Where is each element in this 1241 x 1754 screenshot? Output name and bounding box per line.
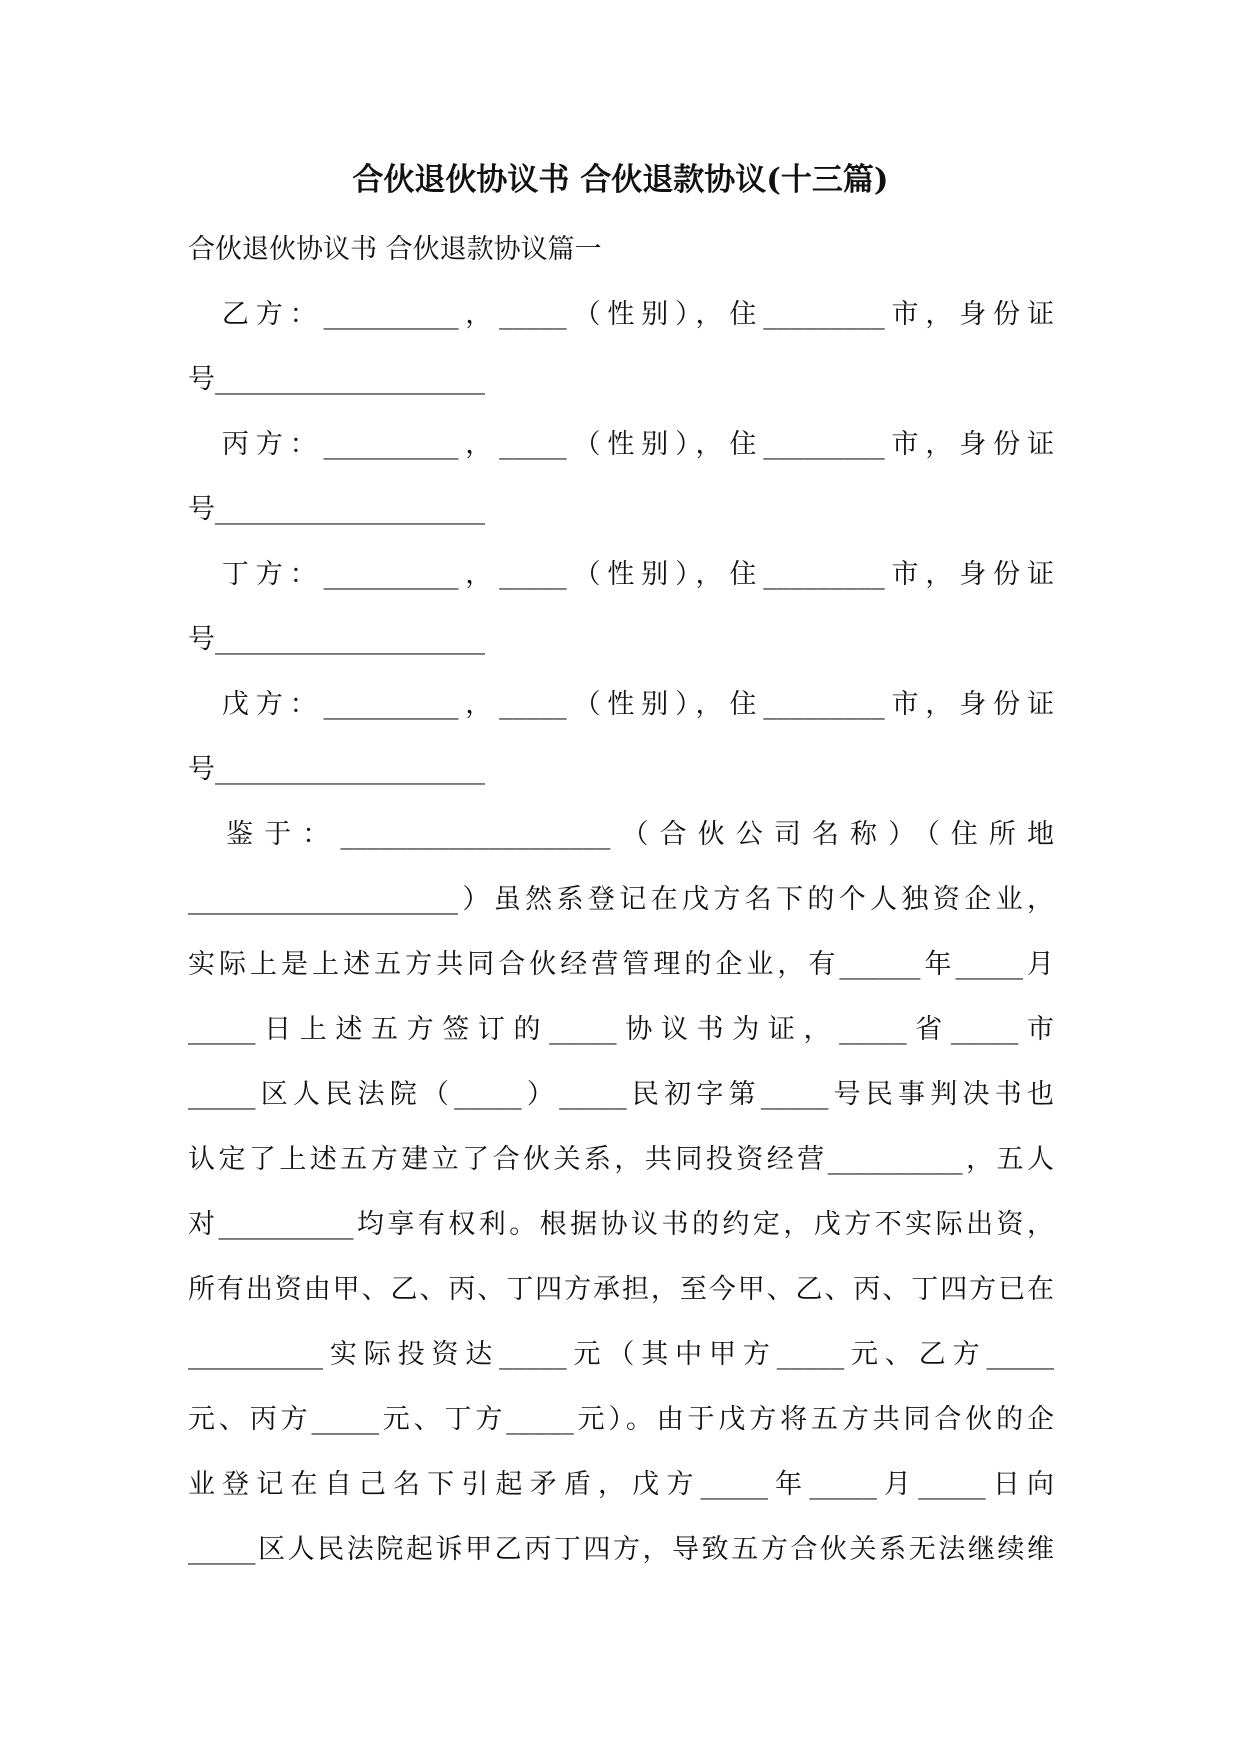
text-line: _____区人民法院起诉甲乙丙丁四方，导致五方合伙关系无法继续维 <box>188 1534 1054 1565</box>
text-line: 戊方：__________，_____（性别），住_________市，身份证 <box>188 689 1054 720</box>
text-line: ____________________）虽然系登记在戊方名下的个人独资企业， <box>188 884 1054 915</box>
text-line: 丁方：__________，_____（性别），住_________市，身份证 <box>188 559 1054 590</box>
text-line: _____日上述五方签订的_____协议书为证，_____省_____市 <box>188 1014 1054 1045</box>
text-line: __________实际投资达_____元（其中甲方_____元、乙方_____ <box>188 1339 1054 1370</box>
text-line: 丙方：__________，_____（性别），住_________市，身份证 <box>188 429 1054 460</box>
text-line: 对__________均享有权利。根据协议书的约定，戊方不实际出资， <box>188 1209 1054 1240</box>
text-line: 号____________________ <box>188 364 485 395</box>
text-line: 认定了上述五方建立了合伙关系，共同投资经营__________，五人 <box>188 1144 1054 1175</box>
text-line: 鉴于：____________________（合伙公司名称）（住所地 <box>188 819 1054 850</box>
text-line: 实际上是上述五方共同合伙经营管理的企业，有______年_____月 <box>188 949 1054 980</box>
text-line: 号____________________ <box>188 494 485 525</box>
text-line: 号____________________ <box>188 754 485 785</box>
text-line: _____区人民法院（_____）_____民初字第_____号民事判决书也 <box>188 1079 1054 1110</box>
text-line: 元、丙方_____元、丁方_____元）。由于戊方将五方共同合伙的企 <box>188 1404 1054 1435</box>
text-line: 合伙退伙协议书 合伙退款协议篇一 <box>188 234 602 265</box>
text-line: 乙方：__________，_____（性别），住_________市，身份证 <box>188 299 1054 330</box>
text-line: 号____________________ <box>188 624 485 655</box>
document-body <box>188 225 1054 1590</box>
text-line: 所有出资由甲、乙、丙、丁四方承担，至今甲、乙、丙、丁四方已在 <box>188 1274 1054 1305</box>
document-title: 合伙退伙协议书 合伙退款协议(十三篇) <box>352 162 889 198</box>
text-line: 业登记在自己名下引起矛盾，戊方_____年_____月_____日向 <box>188 1469 1054 1500</box>
